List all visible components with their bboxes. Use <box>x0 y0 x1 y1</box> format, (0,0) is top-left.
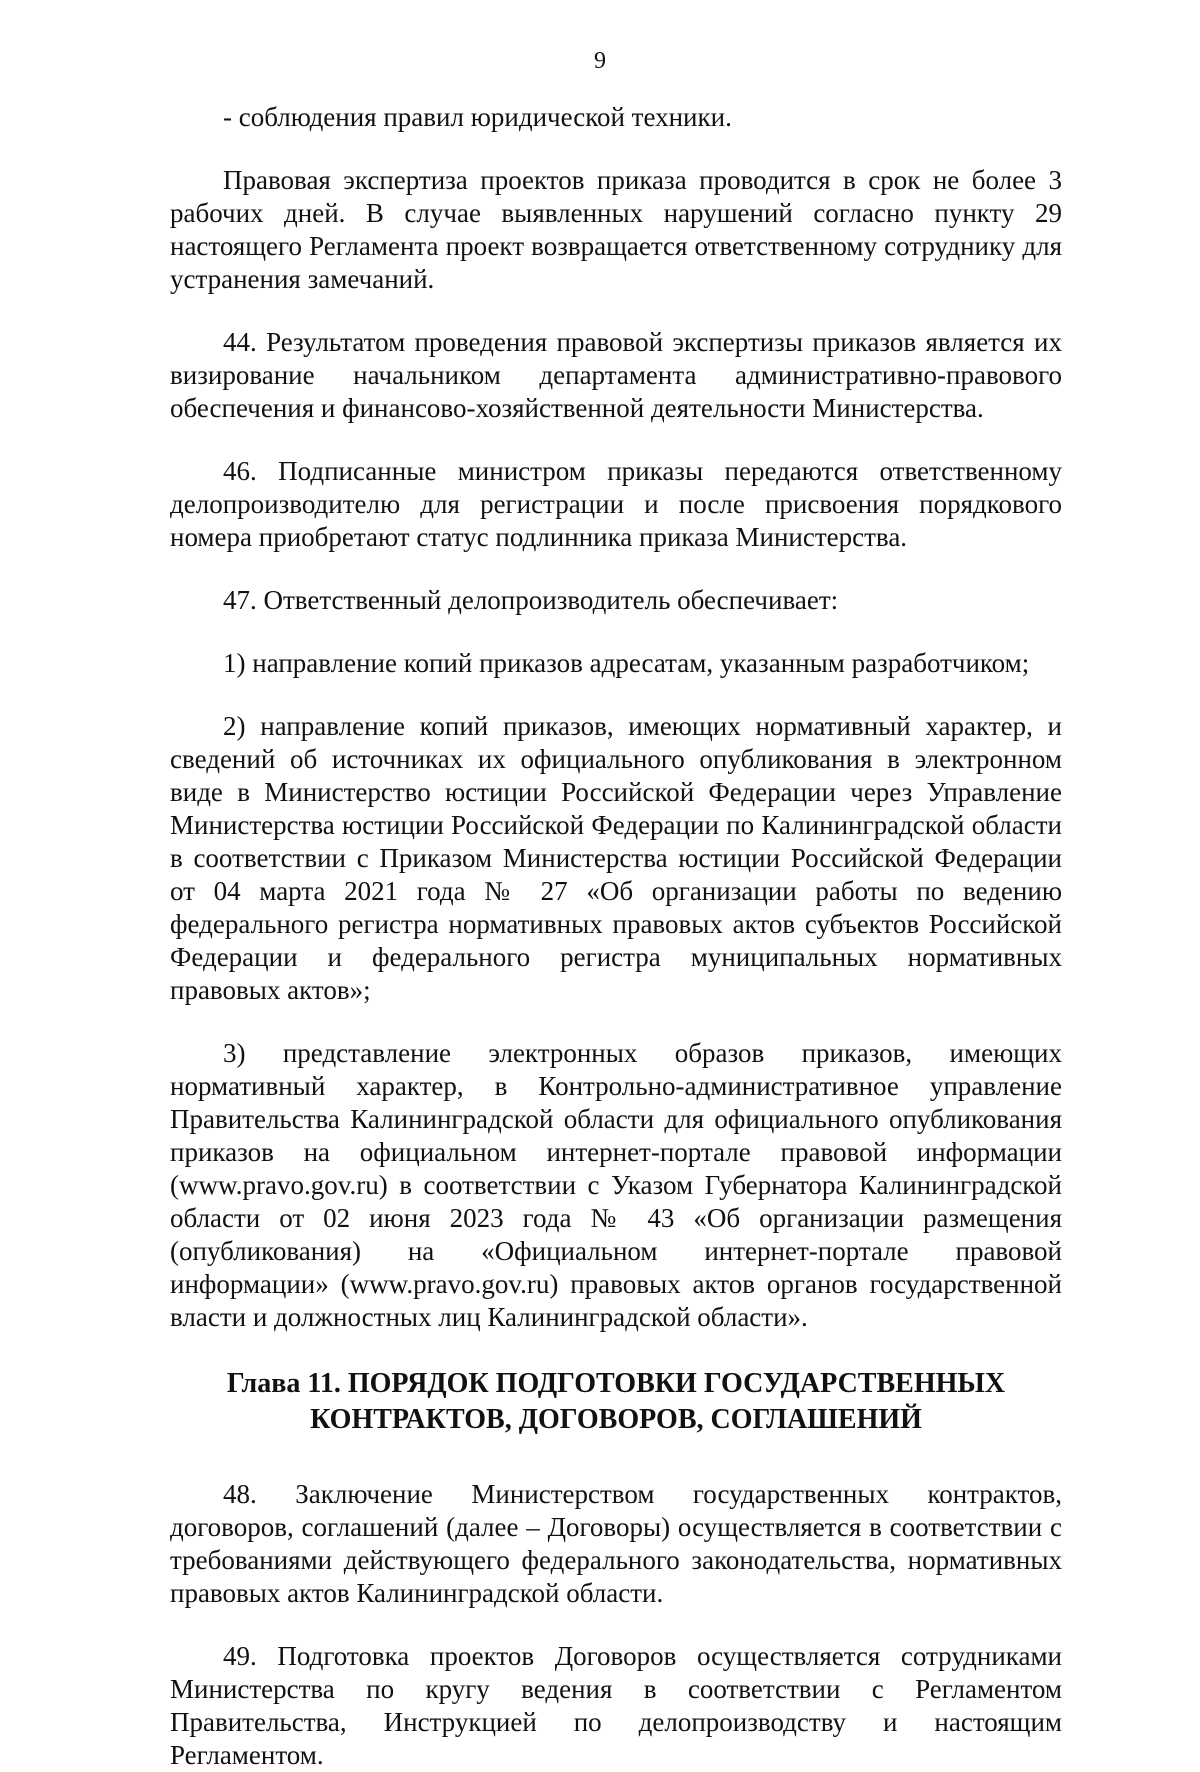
chapter-heading-line-1: Глава 11. ПОРЯДОК ПОДГОТОВКИ ГОСУДАРСТВЕННЫХ <box>226 1368 1006 1399</box>
document-body <box>170 101 1062 1772</box>
paragraph-47-item-2: 2) направление копий приказов, имеющих нормативный характер, и сведений об источниках их официального опубликования в электронном виде в Министерство юстиции Российской Федерации через Управление Министерства юстиции Российской Федерации по Калининградской области в соответствии с Приказом Министерства юстиции Российской Федерации от 04 марта 2021 года № 27 «Об организации работы по ведению федерального регистра нормативных правовых актов субъектов Российской Федерации и федерального регистра муниципальных нормативных правовых актов»; <box>170 711 1062 1005</box>
paragraph-44: 44. Результатом проведения правовой экспертизы приказов является их визирование начальником департамента административно-правового обеспечения и финансово-хозяйственной деятельности Министерства. <box>170 327 1062 423</box>
paragraph-46: 46. Подписанные министром приказы передаются ответственному делопроизводителю для регистрации и после присвоения порядкового номера приобретают статус подлинника приказа Министерства. <box>170 456 1062 552</box>
paragraph-47-item-3: 3) представление электронных образов приказов, имеющих нормативный характер, в Контрольно-административное управление Правительства Калининградской области для официального опубликования приказов на официальном интернет-портале правовой информации (www.pravo.gov.ru) в соответствии с Указом Губернатора Калининградской области от 02 июня 2023 года № 43 «Об организации размещения (опубликования) на «Официальном интернет-портале правовой информации» (www.pravo.gov.ru) правовых актов органов государственной власти и должностных лиц Калининградской области». <box>170 1038 1062 1332</box>
chapter-heading-line-2: КОНТРАКТОВ, ДОГОВОРОВ, СОГЛАШЕНИЙ <box>310 1404 922 1435</box>
paragraph-48: 48. Заключение Министерством государственных контрактов, договоров, соглашений (далее – Договоры) осуществляется в соответствии с требованиями действующего федерального законодательства, нормативных правовых актов Калининградской области. <box>170 1479 1062 1608</box>
paragraph-47: 47. Ответственный делопроизводитель обеспечивает: <box>223 585 839 615</box>
page-number: 9 <box>594 48 606 74</box>
paragraph-47-item-1: 1) направление копий приказов адресатам, указанным разработчиком; <box>223 648 1030 678</box>
paragraph-legal-review-term: Правовая экспертиза проектов приказа проводится в срок не более 3 рабочих дней. В случае выявленных нарушений согласно пункту 29 настоящего Регламента проект возвращается ответственному сотруднику для устранения замечаний. <box>170 165 1062 294</box>
chapter-heading <box>170 1366 1062 1438</box>
paragraph-legal-technique: - соблюдения правил юридической техники. <box>223 102 732 132</box>
paragraph-49: 49. Подготовка проектов Договоров осуществляется сотрудниками Министерства по кругу ведения в соответствии с Регламентом Правительства, Инструкцией по делопроизводству и настоящим Регламентом. <box>170 1641 1062 1770</box>
